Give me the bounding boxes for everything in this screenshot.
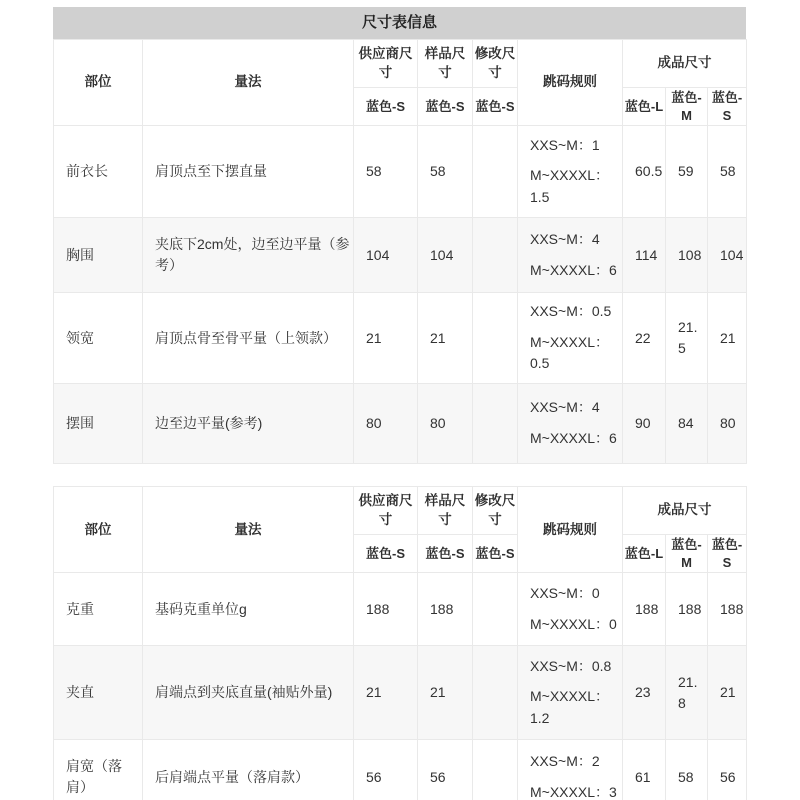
jump-rule-line: M~XXXXL：0.5 (530, 333, 609, 372)
subcol-finished-blue-s: 蓝色-S (708, 88, 747, 126)
col-header-supplier-size: 供应商尺寸 (354, 40, 418, 88)
cell-supplier-size: 21 (354, 646, 418, 740)
cell-finished-size: 23 (623, 646, 666, 740)
cell-modified-size (473, 218, 518, 293)
cell-finished-size: 56 (708, 740, 747, 800)
cell-finished-size: 108 (666, 218, 708, 293)
subcol-finished-blue-s: 蓝色-S (708, 535, 747, 573)
cell-finished-size: 21 (708, 293, 747, 384)
cell-part: 前衣长 (54, 126, 143, 218)
cell-method: 肩端点到夹底直量(袖贴外量) (143, 646, 354, 740)
cell-part: 肩宽（落肩） (54, 740, 143, 800)
subcol-finished-blue-m: 蓝色-M (666, 535, 708, 573)
col-header-modified-size: 修改尺寸 (473, 487, 518, 535)
cell-method: 基码克重单位g (143, 573, 354, 646)
cell-jump-rules (518, 573, 623, 646)
cell-supplier-size: 80 (354, 384, 418, 464)
cell-sample-size: 21 (418, 646, 473, 740)
table-row (54, 646, 747, 740)
jump-rule-line: XXS~M：2 (530, 753, 600, 769)
jump-rule-line: M~XXXXL：6 (530, 430, 617, 447)
table-row (54, 126, 747, 218)
cell-part: 克重 (54, 573, 143, 646)
table-row (54, 293, 747, 384)
subcol-sample-blue-s: 蓝色-S (418, 535, 473, 573)
col-header-part: 部位 (54, 40, 143, 126)
cell-finished-size: 90 (623, 384, 666, 464)
cell-modified-size (473, 384, 518, 464)
col-header-sample-size: 样品尺寸 (418, 487, 473, 535)
col-header-method: 量法 (143, 40, 354, 126)
cell-modified-size (473, 293, 518, 384)
cell-modified-size (473, 126, 518, 218)
col-header-method: 量法 (143, 487, 354, 573)
cell-sample-size: 80 (418, 384, 473, 464)
cell-jump-rules (518, 646, 623, 740)
cell-supplier-size: 104 (354, 218, 418, 293)
cell-jump-rules (518, 126, 623, 218)
subcol-finished-blue-l: 蓝色-L (623, 535, 666, 573)
cell-finished-size: 59 (666, 126, 708, 218)
cell-supplier-size: 188 (354, 573, 418, 646)
cell-method: 后肩端点平量（落肩款） (143, 740, 354, 800)
cell-modified-size (473, 740, 518, 800)
cell-finished-size: 188 (623, 573, 666, 646)
jump-rule-line: M~XXXXL：6 (530, 261, 617, 278)
cell-finished-size: 60.5 (623, 126, 666, 218)
table-row (54, 573, 747, 646)
size-table-2 (53, 486, 747, 800)
cell-supplier-size: 21 (354, 293, 418, 384)
cell-finished-size: 21.8 (666, 646, 708, 740)
col-header-finished-size: 成品尺寸 (623, 487, 747, 535)
subcol-supplier-blue-s: 蓝色-S (354, 535, 418, 573)
cell-jump-rules (518, 293, 623, 384)
cell-sample-size: 58 (418, 126, 473, 218)
size-tables-container (53, 39, 746, 800)
cell-finished-size: 114 (623, 218, 666, 293)
cell-finished-size: 21.5 (666, 293, 708, 384)
cell-finished-size: 58 (666, 740, 708, 800)
cell-method: 肩顶点至下摆直量 (143, 126, 354, 218)
cell-modified-size (473, 646, 518, 740)
col-header-finished-size: 成品尺寸 (623, 40, 747, 88)
subcol-modified-blue-s: 蓝色-S (473, 88, 518, 126)
col-header-jump-rule: 跳码规则 (518, 487, 623, 573)
jump-rule-line: XXS~M：0.5 (530, 303, 612, 320)
cell-jump-rules (518, 218, 623, 293)
cell-method: 边至边平量(参考) (143, 384, 354, 464)
subcol-modified-blue-s: 蓝色-S (473, 535, 518, 573)
cell-jump-rules (518, 384, 623, 464)
cell-jump-rules (518, 740, 623, 800)
col-header-sample-size: 样品尺寸 (418, 40, 473, 88)
jump-rule-line: XXS~M：0.8 (530, 657, 612, 674)
cell-method: 夹底下2cm处，边至边平量（参考） (143, 218, 354, 293)
jump-rule-line: XXS~M：4 (530, 399, 600, 416)
cell-finished-size: 58 (708, 126, 747, 218)
jump-rule-line: XXS~M：0 (530, 585, 600, 601)
cell-finished-size: 61 (623, 740, 666, 800)
table-row (54, 384, 747, 464)
subcol-supplier-blue-s: 蓝色-S (354, 88, 418, 126)
jump-rule-line: XXS~M：1 (530, 136, 600, 153)
jump-rule-line: M~XXXXL：1.2 (530, 688, 609, 727)
cell-finished-size: 84 (666, 384, 708, 464)
jump-rule-line: M~XXXXL：3 (530, 783, 617, 800)
jump-rule-line: M~XXXXL：1.5 (530, 167, 609, 205)
cell-modified-size (473, 573, 518, 646)
cell-supplier-size: 56 (354, 740, 418, 800)
cell-part: 领宽 (54, 293, 143, 384)
cell-finished-size: 188 (666, 573, 708, 646)
cell-finished-size: 21 (708, 646, 747, 740)
col-header-jump-rule: 跳码规则 (518, 40, 623, 126)
jump-rule-line: XXS~M：4 (530, 230, 600, 247)
cell-sample-size: 104 (418, 218, 473, 293)
cell-finished-size: 80 (708, 384, 747, 464)
cell-supplier-size: 58 (354, 126, 418, 218)
cell-sample-size: 21 (418, 293, 473, 384)
subcol-finished-blue-l: 蓝色-L (623, 88, 666, 126)
col-header-part: 部位 (54, 487, 143, 573)
col-header-modified-size: 修改尺寸 (473, 40, 518, 88)
jump-rule-line: M~XXXXL：0 (530, 615, 617, 632)
cell-part: 胸围 (54, 218, 143, 293)
subcol-sample-blue-s: 蓝色-S (418, 88, 473, 126)
col-header-supplier-size: 供应商尺寸 (354, 487, 418, 535)
cell-sample-size: 188 (418, 573, 473, 646)
table-row (54, 740, 747, 800)
cell-part: 摆围 (54, 384, 143, 464)
size-table-1 (53, 39, 747, 464)
subcol-finished-blue-m: 蓝色-M (666, 88, 708, 126)
cell-part: 夹直 (54, 646, 143, 740)
cell-finished-size: 104 (708, 218, 747, 293)
table-row (54, 218, 747, 293)
cell-sample-size: 56 (418, 740, 473, 800)
cell-finished-size: 22 (623, 293, 666, 384)
cell-finished-size: 188 (708, 573, 747, 646)
cell-method: 肩顶点骨至骨平量（上领款） (143, 293, 354, 384)
page-title: 尺寸表信息 (53, 7, 746, 39)
size-chart-panel (53, 7, 746, 800)
